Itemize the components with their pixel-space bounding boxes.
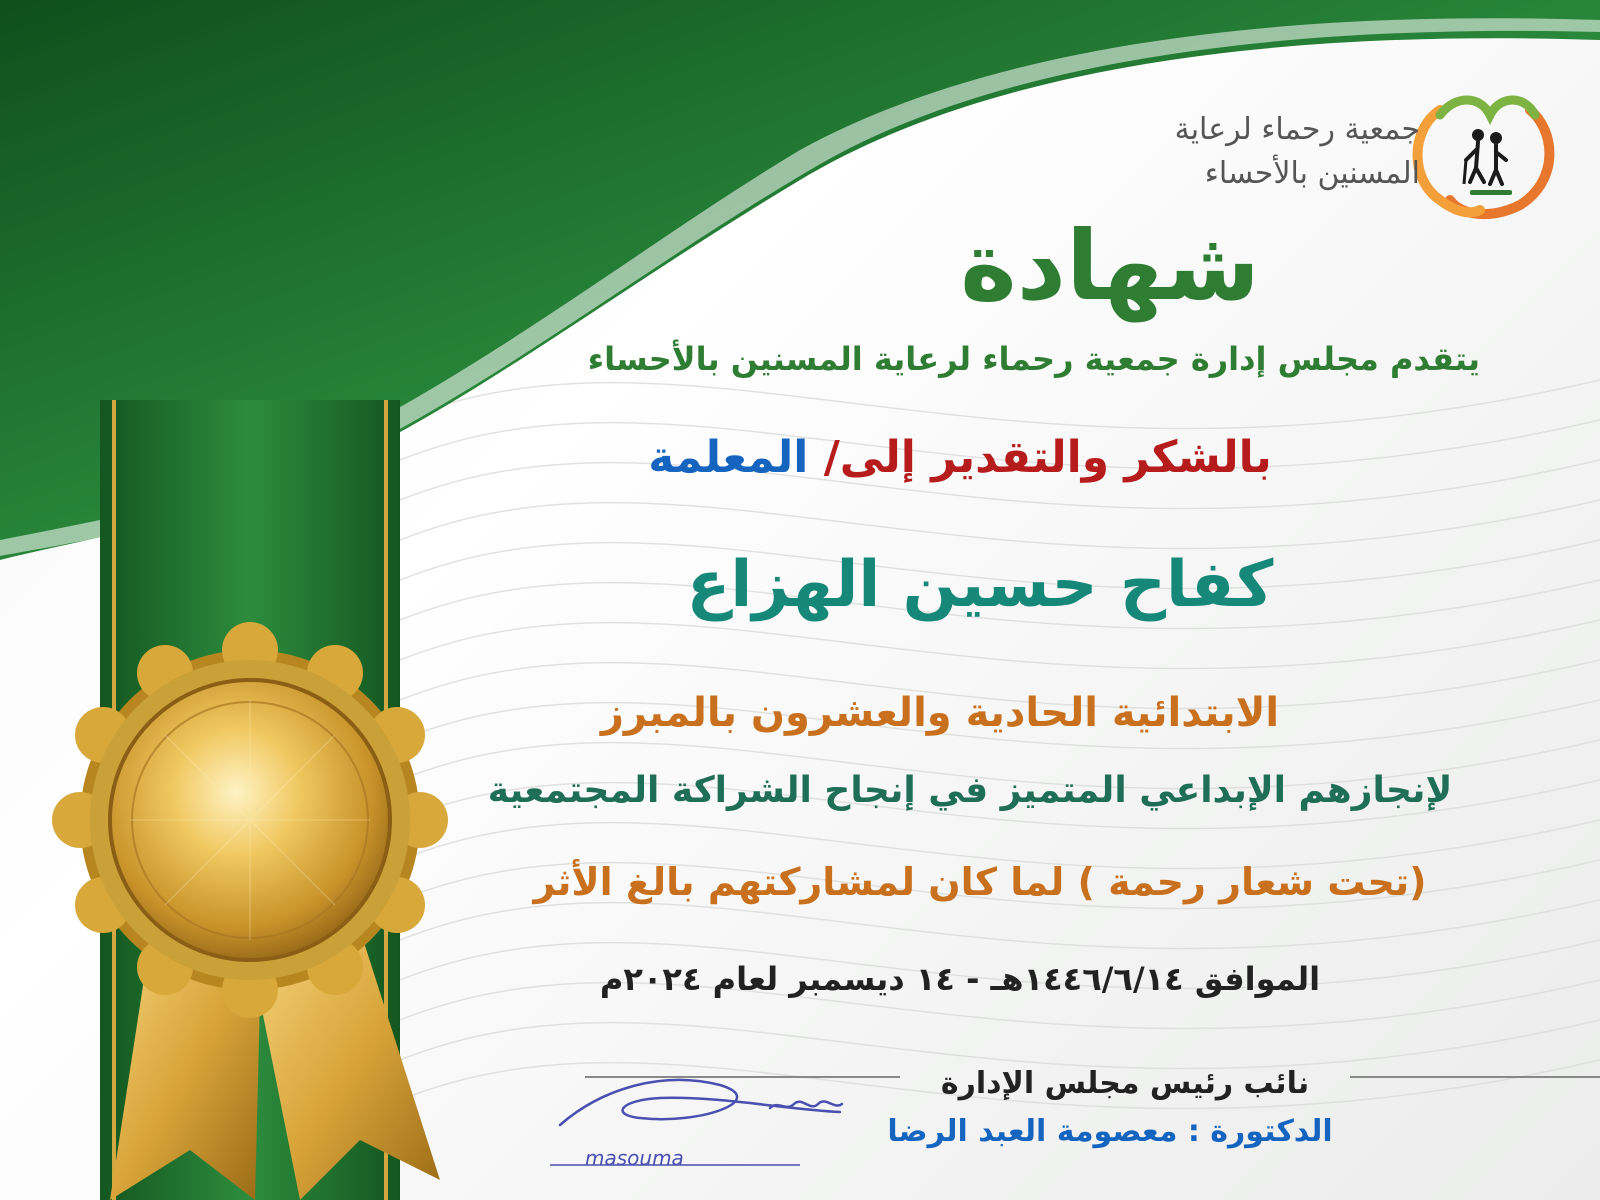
organization-name-line2: المسنين بالأحساء bbox=[1204, 156, 1420, 191]
background-wave-lines bbox=[400, 380, 1600, 1108]
certificate-title: شهادة bbox=[960, 210, 1260, 322]
date-line: الموافق ١٤٤٦/٦/١٤هـ - ١٤ ديسمبر لعام ٢٠٢٤م bbox=[599, 960, 1321, 998]
recipient-name: كفاح حسين الهزاع bbox=[686, 548, 1274, 622]
signature-text: masouma bbox=[585, 1146, 684, 1170]
slogan-line: (تحت شعار رحمة ) لما كان لمشاركتهم بالغ الأثر bbox=[533, 860, 1427, 904]
thanks-prefix: بالشكر والتقدير إلى/ bbox=[823, 432, 1272, 483]
signatory-title: نائب رئيس مجلس الإدارة bbox=[940, 1066, 1310, 1101]
signatory-name: الدكتورة : معصومة العبد الرضا bbox=[887, 1114, 1333, 1149]
heart-hands-logo-icon bbox=[1418, 100, 1550, 214]
organization-name-line1: جمعية رحماء لرعاية bbox=[1174, 112, 1420, 147]
school-name: الابتدائية الحادية والعشرون بالمبرز bbox=[600, 690, 1280, 736]
presenter-line: يتقدم مجلس إدارة جمعية رحماء لرعاية المسنين بالأحساء bbox=[587, 340, 1480, 378]
achievement-line: لإنجازهم الإبداعي المتميز في إنجاح الشراكة المجتمعية bbox=[487, 770, 1453, 811]
thanks-line bbox=[560, 432, 1360, 483]
recipient-role: المعلمة bbox=[648, 432, 809, 483]
